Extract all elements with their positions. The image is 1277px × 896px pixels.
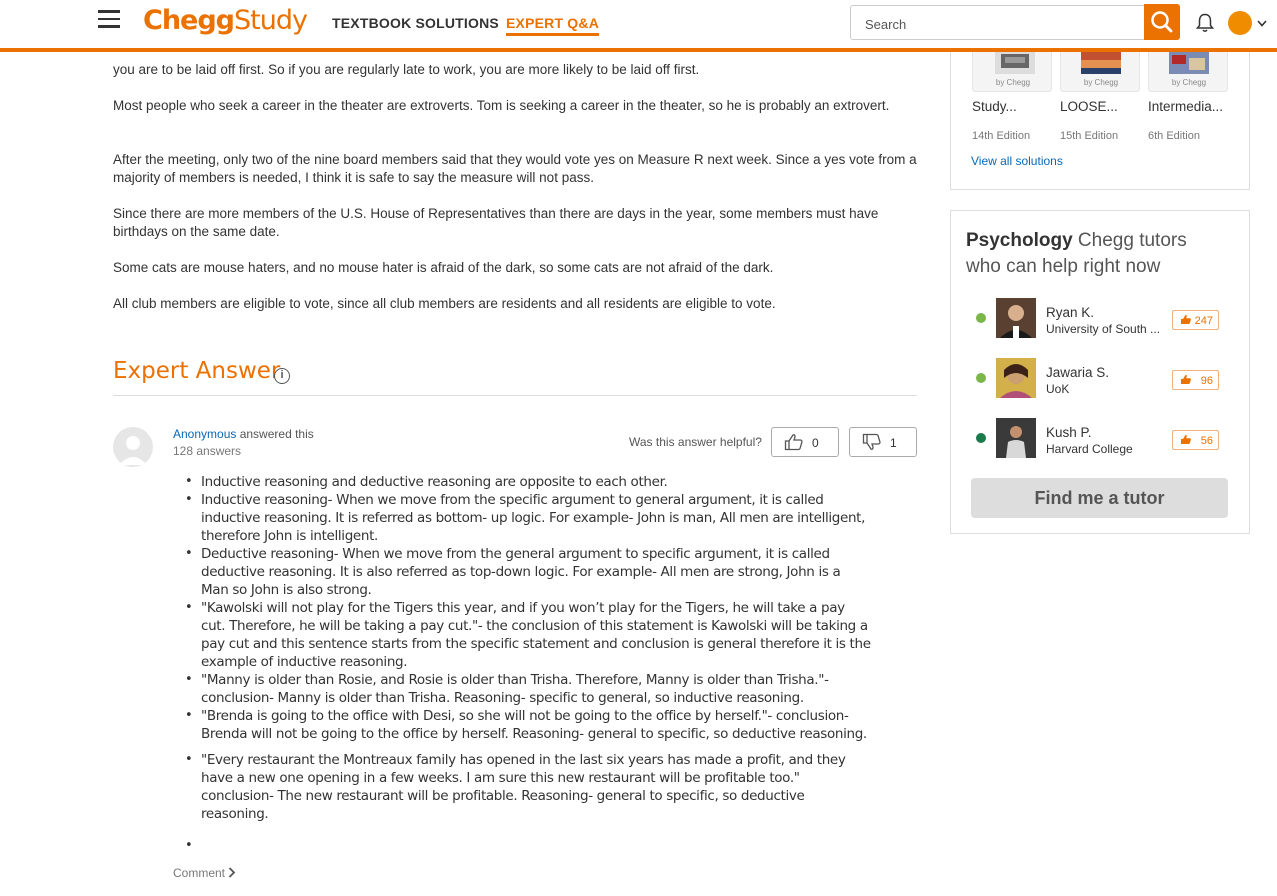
tutor-name[interactable]: Kush P. (1046, 425, 1092, 440)
thumbs-down-icon (862, 433, 882, 451)
tutor-rating-badge (1172, 370, 1219, 390)
list-item: • Inductive reasoning- When we move from the specific argument to general argument, it is called inductive reasoning. It is referred as bottom- up logic. For example- John is man, All men are intelligent, therefore John is intelligent. (201, 491, 871, 545)
book-cover[interactable] (1060, 52, 1140, 92)
thumbs-up-button[interactable] (771, 427, 839, 457)
list-item: • Inductive reasoning and deductive reasoning are opposite to each other. (201, 473, 871, 491)
chevron-right-icon (228, 867, 236, 878)
bell-icon[interactable] (1196, 13, 1214, 33)
thumbs-up-count: 0 (812, 436, 819, 450)
info-icon[interactable]: i (274, 368, 290, 384)
question-paragraph: Since there are more members of the U.S. House of Representatives than there are days in the year, some members must have birthdays on the same date. (113, 206, 879, 239)
thumbs-down-button[interactable] (849, 427, 917, 457)
tutor-rating-badge (1172, 430, 1219, 450)
helpful-label: Was this answer helpful? (629, 435, 762, 449)
tutors-heading (966, 228, 1226, 280)
list-item: • "Every restaurant the Montreaux family has opened in the last six years has made a profit, and they have a new one opening in a few weeks. I am sure this new restaurant will be profitable too." conclusion- The new restaurant will be profitable. Reasoning- general to specific, so deductive reasoning. (201, 751, 871, 823)
by-chegg-badge: by Chegg (1083, 78, 1119, 87)
tutor-rating-badge (1172, 310, 1219, 330)
question-paragraph: All club members are eligible to vote, since all club members are residents and all residents are eligible to vote. (113, 296, 776, 311)
tutor-avatar[interactable] (996, 358, 1036, 398)
tutor-rating-count: 96 (1200, 375, 1213, 387)
author-avatar (113, 427, 153, 467)
question-text-line: you are to be laid off first. So if you are regularly late to work, you are more likely to be laid off first. (113, 62, 700, 77)
nav-textbook-solutions[interactable]: TEXTBOOK SOLUTIONS (332, 15, 499, 31)
book-cover-image (1163, 52, 1215, 74)
chegg-study-logo[interactable]: CheggStudy (143, 5, 307, 36)
tutor-rating-count: 56 (1200, 435, 1213, 447)
book-cover-image (1075, 52, 1127, 74)
answer-bullet-list (201, 473, 871, 855)
book-title[interactable]: LOOSE... (1060, 99, 1118, 114)
nav-expert-qa[interactable]: EXPERT Q&A (506, 15, 599, 36)
book-cover-image (995, 52, 1035, 74)
online-status-icon (976, 433, 986, 443)
list-item: • "Kawolski will not play for the Tigers this year, and if you won’t play for the Tigers, he will take a pay cut. Therefore, he will be taking a pay cut."- the conclusion of this statement is Kawolski will be taking a pay cut and this sentence starts from the specific statement and conclusion is general therefore it is the example of inductive reasoning. (201, 599, 871, 671)
by-chegg-badge: by Chegg (995, 78, 1031, 87)
book-edition: 6th Edition (1148, 130, 1200, 142)
author-name-link[interactable]: Anonymous (173, 427, 237, 441)
tutor-school: Harvard College (1046, 442, 1133, 456)
by-chegg-badge: by Chegg (1171, 78, 1207, 87)
book-title[interactable]: Study... (972, 99, 1017, 114)
comment-link[interactable] (173, 866, 236, 880)
question-paragraph: Some cats are mouse haters, and no mouse hater is afraid of the dark, so some cats are not afraid of the dark. (113, 260, 774, 275)
thumbs-up-icon (1180, 434, 1192, 445)
search-input[interactable]: Search (850, 5, 1146, 40)
find-me-a-tutor-button[interactable]: Find me a tutor (971, 478, 1228, 518)
online-status-icon (976, 373, 986, 383)
thumbs-down-count: 1 (890, 436, 897, 450)
thumbs-up-icon (1180, 314, 1192, 325)
online-status-icon (976, 313, 986, 323)
book-title[interactable]: Intermedia... (1148, 99, 1224, 114)
chevron-down-icon[interactable] (1257, 20, 1267, 27)
top-header (0, 0, 1277, 52)
question-paragraph: Most people who seek a career in the theater are extroverts. Tom is seeking a career in the theater, so he is probably an extrovert. (113, 98, 890, 113)
list-item (201, 837, 871, 855)
thumbs-up-icon (1180, 374, 1192, 385)
answered-label: answered this (236, 427, 314, 441)
tutor-school: University of South ... (1046, 322, 1161, 336)
book-cover[interactable] (972, 52, 1052, 92)
avatar-icon[interactable] (1228, 11, 1252, 35)
answers-count: 128 answers (173, 444, 242, 458)
tutors-subject: Psychology (966, 230, 1073, 251)
tutor-avatar[interactable] (996, 298, 1036, 338)
list-item: • "Manny is older than Rosie, and Rosie is older than Trisha. Therefore, Manny is older than Trisha."- conclusion- Manny is older than Trisha. Reasoning- specific to general, so inductive reasoning. (201, 671, 871, 707)
tutor-rating-count: 247 (1194, 315, 1213, 327)
search-button[interactable] (1144, 4, 1180, 40)
divider (113, 395, 917, 396)
tutor-name[interactable]: Jawaria S. (1046, 365, 1110, 380)
expert-answer-title: Expert Answer (113, 358, 281, 384)
book-edition: 15th Edition (1060, 130, 1119, 142)
tutors-heading-rest: Chegg tutors who can help right now (966, 230, 1187, 277)
question-paragraph: After the meeting, only two of the nine board members said that they would vote yes on Measure R next week. Since a yes vote from a majority of members is needed, I think it is safe to say the measure will not pass. (113, 152, 917, 185)
tutor-avatar[interactable] (996, 418, 1036, 458)
thumbs-up-icon (784, 433, 804, 451)
view-all-solutions-link[interactable]: View all solutions (971, 154, 1063, 168)
tutor-school: UoK (1046, 382, 1070, 396)
book-cover[interactable] (1148, 52, 1228, 92)
hamburger-menu-icon[interactable] (98, 10, 120, 28)
tutor-name[interactable]: Ryan K. (1046, 305, 1095, 320)
list-item: • Deductive reasoning- When we move from the general argument to specific argument, it is called deductive reasoning. It is also referred as top-down logic. For example- All men are strong, John is a Man so John is also strong. (201, 545, 871, 599)
search-icon (1144, 4, 1180, 40)
author-line (173, 427, 314, 441)
book-edition: 14th Edition (972, 130, 1031, 142)
comment-label: Comment (173, 866, 226, 880)
list-item: • "Brenda is going to the office with Desi, so she will not be going to the office by herself."- conclusion- Brenda will not be going to the office by herself. Reasoning- general to specific, so deductive reasoning. (201, 707, 871, 743)
